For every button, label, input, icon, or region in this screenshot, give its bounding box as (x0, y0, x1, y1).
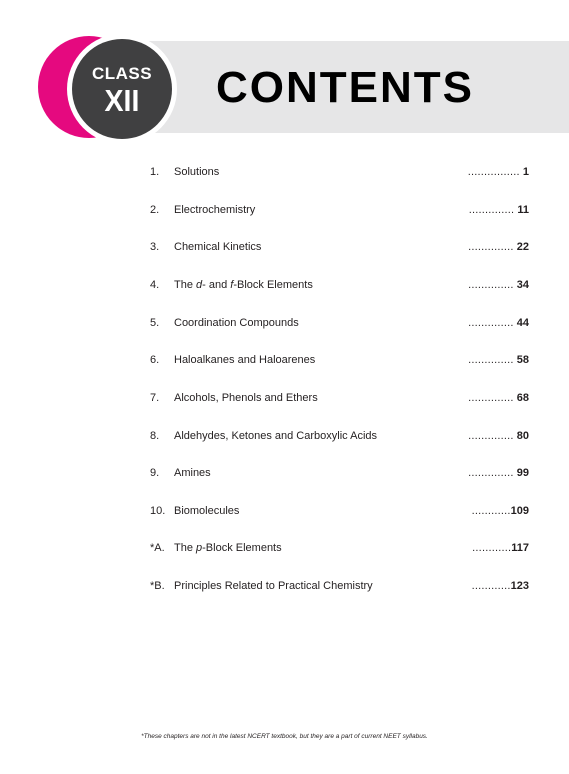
chapter-title: Haloalkanes and Haloarenes (174, 354, 316, 366)
toc-row[interactable] (0, 389, 569, 407)
toc-row[interactable] (0, 539, 569, 557)
chapter-title: Biomolecules (174, 505, 240, 517)
page-number: 11 (517, 204, 529, 216)
chapter-title: Solutions (174, 166, 220, 178)
leader-dots: .............. (468, 241, 514, 253)
chapter-title: Electrochemistry (174, 204, 256, 216)
toc-row[interactable] (0, 464, 569, 482)
chapter-number: 9. (150, 467, 160, 479)
page-ref (468, 427, 529, 445)
toc-row[interactable] (0, 276, 569, 294)
chapter-title: Principles Related to Practical Chemistry (174, 580, 373, 592)
page-ref (468, 163, 529, 181)
page-ref (472, 502, 529, 520)
page-ref (468, 238, 529, 256)
chapter-title: Coordination Compounds (174, 317, 299, 329)
chapter-number: 10. (150, 505, 166, 517)
chapter-number: 4. (150, 279, 160, 291)
chapter-number: 5. (150, 317, 160, 329)
toc-row[interactable] (0, 201, 569, 219)
leader-dots: ............ (472, 542, 512, 554)
leader-dots: ............ (471, 580, 511, 592)
toc-row[interactable] (0, 427, 569, 445)
page-ref (469, 201, 529, 219)
leader-dots: .............. (468, 354, 514, 366)
toc-row[interactable] (0, 163, 569, 181)
toc-row[interactable] (0, 577, 569, 595)
badge-class-label: CLASS (91, 63, 153, 83)
chapter-number: 7. (150, 392, 160, 404)
badge-class-number: XII (104, 82, 140, 118)
chapter-number: 6. (150, 354, 160, 366)
leader-dots: ............ (471, 505, 511, 517)
page-number: 1 (522, 166, 529, 178)
toc-row[interactable] (0, 351, 569, 369)
toc-row[interactable] (0, 238, 569, 256)
page-number: 99 (516, 467, 529, 479)
toc-row[interactable] (0, 502, 569, 520)
page-ref (468, 351, 529, 369)
chapter-number: 8. (150, 430, 160, 442)
page-number: 44 (516, 317, 529, 329)
page-number: 58 (516, 354, 529, 366)
chapter-title: Alcohols, Phenols and Ethers (174, 392, 318, 404)
page-ref (468, 464, 529, 482)
chapter-title: The p-Block Elements (174, 542, 282, 554)
chapter-number: *A. (150, 542, 165, 554)
chapter-number: 2. (150, 204, 160, 216)
chapter-title: Aldehydes, Ketones and Carboxylic Acids (174, 430, 378, 442)
page-ref (472, 539, 529, 557)
page-number: 22 (516, 241, 529, 253)
footnote: *These chapters are not in the latest NCERT textbook, but they are a part of current NEET syllabus. (141, 733, 428, 740)
page-ref (468, 276, 529, 294)
leader-dots: .............. (468, 392, 514, 404)
chapter-number: 3. (150, 241, 160, 253)
page-ref (468, 314, 529, 332)
page-number: 34 (516, 279, 529, 291)
leader-dots: .............. (468, 430, 514, 442)
leader-dots: .............. (468, 467, 514, 479)
toc-row[interactable] (0, 314, 569, 332)
page-ref (472, 577, 529, 595)
chapter-number: *B. (150, 580, 165, 592)
chapter-title: Chemical Kinetics (174, 241, 262, 253)
chapter-title: Amines (174, 467, 211, 479)
page-number: 80 (516, 430, 529, 442)
leader-dots: .............. (468, 204, 515, 216)
page-number: 68 (516, 392, 529, 404)
chapter-title: The d- and f-Block Elements (174, 279, 313, 291)
page-number: 123 (510, 580, 529, 592)
page-title: CONTENTS (216, 63, 474, 112)
page-number: 117 (511, 542, 529, 554)
leader-dots: ................ (467, 166, 520, 178)
leader-dots: .............. (468, 317, 514, 329)
class-badge (72, 39, 172, 139)
page-ref (468, 389, 529, 407)
leader-dots: .............. (468, 279, 514, 291)
page-number: 109 (510, 505, 529, 517)
chapter-number: 1. (150, 166, 160, 178)
